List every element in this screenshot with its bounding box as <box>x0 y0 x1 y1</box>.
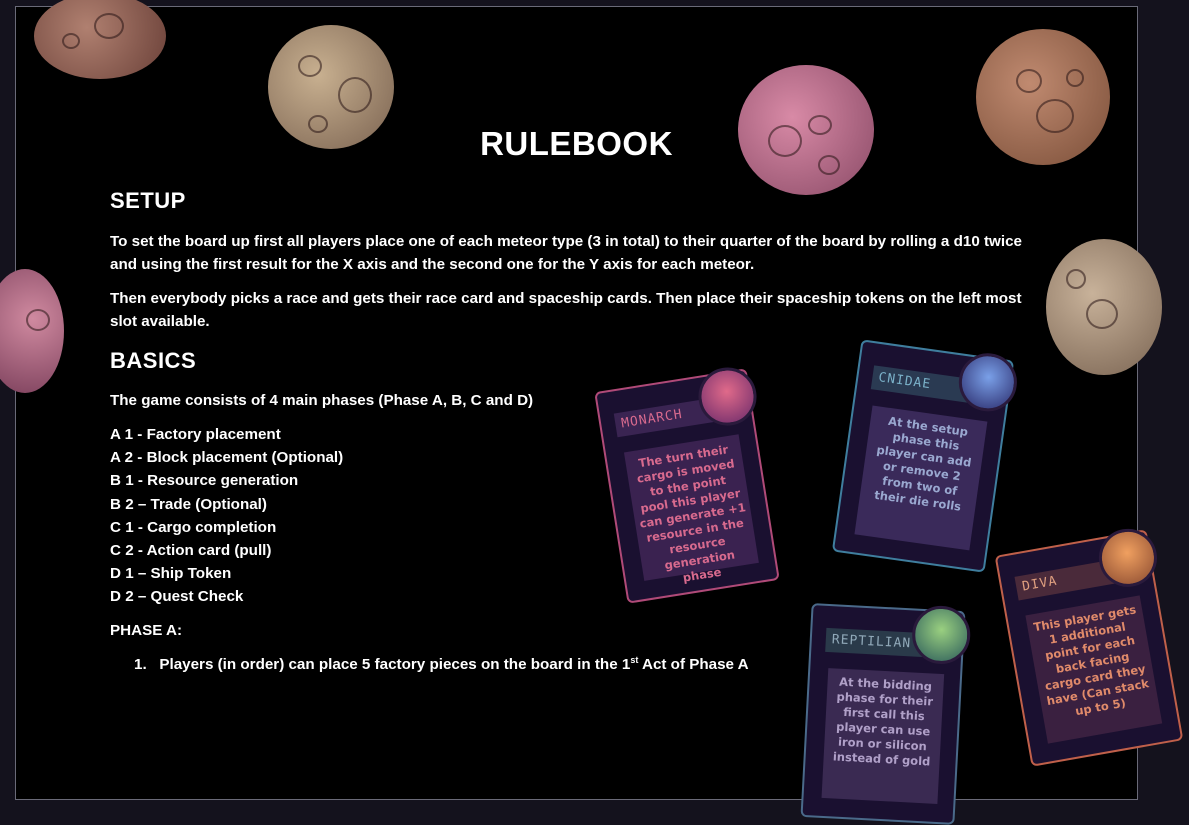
list-item: D 1 – Ship Token <box>110 565 232 583</box>
cnidae-portrait-icon <box>955 350 1021 416</box>
race-card-diva <box>995 529 1184 766</box>
list-item: C 2 - Action card (pull) <box>110 542 272 560</box>
meteor-brown-topleft <box>34 0 166 79</box>
card-name: MONARCH <box>614 395 732 437</box>
card-description: The turn their cargo is moved to the point pool this player can generate +1 resource in the resource generation phase <box>624 434 759 581</box>
card-description: At the bidding phase for their first call this player can use iron or silicon instead of gold <box>822 668 945 804</box>
card-description: At the setup phase this player can add or remove 2 from two of their die rolls <box>854 405 987 550</box>
item-tail: Act of Phase A <box>638 656 749 674</box>
race-card-cnidae <box>832 339 1014 572</box>
setup-paragraph-2: Then everybody picks a race and gets their race card and spaceship cards. Then place their spaceship tokens on the left most slot available. <box>110 290 1022 330</box>
setup-paragraph-1: To set the board up first all players place one of each meteor type (3 in total) to their quarter of the board by rolling a d10 twice and using the first result for the X axis and the second one for the Y axis for each meteor. <box>110 233 1022 273</box>
item-superscript: st <box>630 655 639 665</box>
item-number: 1. <box>134 656 147 674</box>
list-item: A 1 - Factory placement <box>110 426 281 443</box>
item-text: Players (in order) can place 5 factory pieces on the board in the 1 <box>159 656 631 674</box>
phase-a-item-1 <box>134 655 749 673</box>
list-item: A 2 - Block placement (Optional) <box>110 449 344 467</box>
race-card-reptilian <box>801 603 966 825</box>
phase-a-heading: PHASE A: <box>110 622 183 639</box>
rulebook-page <box>15 6 1150 800</box>
phase-list <box>110 423 343 609</box>
card-name: CNIDAE <box>871 365 989 405</box>
meteor-pink-left <box>0 269 64 393</box>
list-item: D 2 – Quest Check <box>110 588 244 606</box>
list-item: C 1 - Cargo completion <box>110 518 277 536</box>
list-item: B 2 – Trade (Optional) <box>110 495 267 513</box>
card-name: DIVA <box>1015 557 1133 601</box>
card-description: This player gets 1 additional point for each back facing cargo card they have (Can stack up to 5) <box>1025 595 1162 743</box>
basics-intro: The game consists of 4 main phases (Phase A, B, C and D) <box>110 392 534 409</box>
page-title: RULEBOOK <box>480 125 673 162</box>
card-name: REPTILIAN <box>825 628 942 658</box>
basics-heading: BASICS <box>110 348 197 373</box>
list-item: B 1 - Resource generation <box>110 472 299 490</box>
meteor-tan-right <box>1046 239 1162 375</box>
setup-heading: SETUP <box>110 188 186 213</box>
